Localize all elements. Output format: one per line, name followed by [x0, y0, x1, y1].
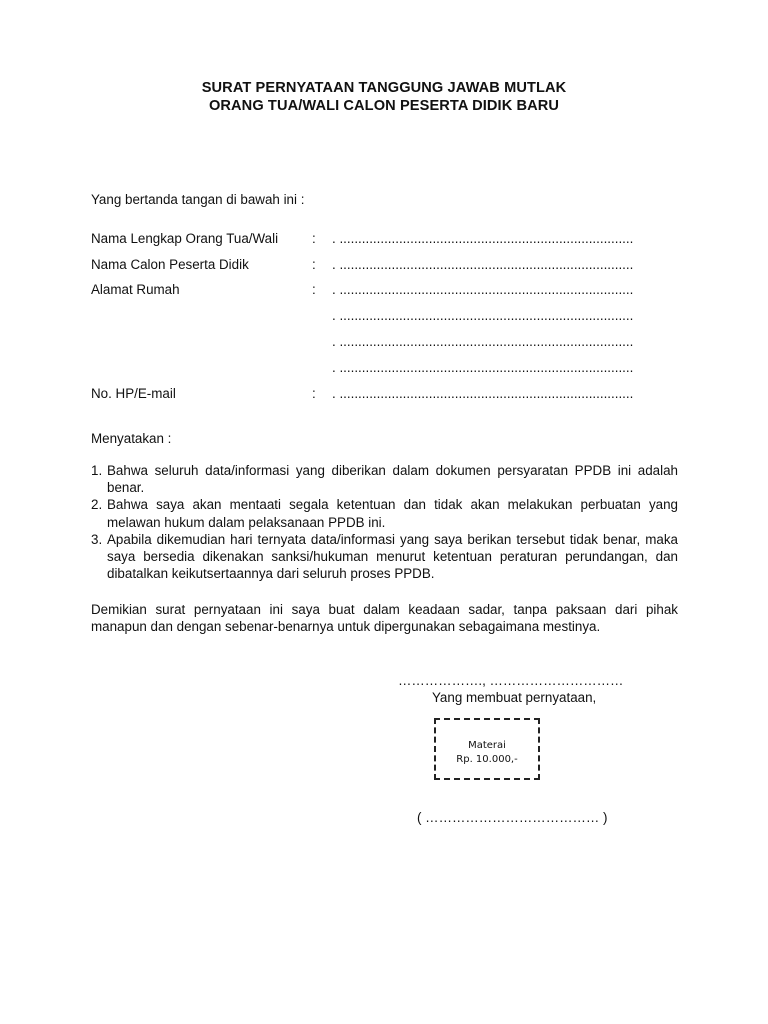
- address-field-line-4[interactable]: . ...............................................................................: [332, 360, 634, 375]
- field-label-contact: No. HP/E-mail: [91, 386, 176, 401]
- declare-heading: Menyatakan :: [91, 431, 172, 446]
- field-colon: :: [312, 257, 316, 272]
- statement-list: [91, 462, 678, 582]
- statement-number: 3.: [91, 531, 103, 547]
- signer-name-field[interactable]: ( ………………………………… ): [417, 810, 608, 825]
- address-field-line-3[interactable]: . ...............................................................................: [332, 334, 634, 349]
- title-line-1: SURAT PERNYATAAN TANGGUNG JAWAB MUTLAK: [201, 80, 567, 96]
- stamp-label-line-1: Materai: [468, 740, 506, 751]
- closing-paragraph: Demikian surat pernyataan ini saya buat dalam keadaan sadar, tanpa paksaan dari pihak manapun dan dengan sebenar-benarnya untuk dipergunakan sebagaimana mestinya.: [91, 602, 678, 635]
- field-colon: :: [312, 386, 316, 401]
- statement-number: 1.: [91, 463, 103, 478]
- statement-text: Bahwa saya akan mentaati segala ketentuan dan tidak akan melakukan perbuatan yang melawan hukum dalam pelaksanaan PPDB ini.: [107, 497, 678, 530]
- statement-number: 2.: [91, 497, 103, 513]
- statement-item: [91, 462, 678, 496]
- title-line-2: ORANG TUA/WALI CALON PESERTA DIDIK BARU: [208, 98, 560, 114]
- signer-caption: Yang membuat pernyataan,: [432, 690, 597, 705]
- address-field-line-2[interactable]: . ...............................................................................: [332, 308, 634, 323]
- field-colon: :: [312, 282, 316, 297]
- address-field-line-1[interactable]: . ...............................................................................: [332, 282, 634, 297]
- statement-text: Bahwa seluruh data/informasi yang diberikan dalam dokumen persyaratan PPDB ini adalah benar.: [107, 463, 678, 496]
- stamp-label: [436, 739, 538, 767]
- stamp-label-line-2: Rp. 10.000,-: [456, 754, 518, 765]
- field-label-address: Alamat Rumah: [91, 282, 180, 297]
- place-date-field[interactable]: ………………., …………………………: [398, 673, 624, 688]
- parent-name-field[interactable]: . ...............................................................................: [332, 231, 634, 246]
- field-label-student-name: Nama Calon Peserta Didik: [91, 257, 249, 272]
- field-colon: :: [312, 231, 316, 246]
- statement-item: [91, 496, 678, 530]
- contact-field[interactable]: . ...............................................................................: [332, 386, 634, 401]
- field-label-parent-name: Nama Lengkap Orang Tua/Wali: [91, 231, 279, 246]
- statement-text: Apabila dikemudian hari ternyata data/informasi yang saya berikan tersebut tidak benar, maka saya bersedia dikenakan sanksi/hukuman menurut ketentuan peraturan perundangan, dan dibatalkan keikutsertaannya dari seluruh proses PPDB.: [107, 531, 678, 582]
- stamp-box: [434, 718, 540, 780]
- student-name-field[interactable]: . ...............................................................................: [332, 257, 634, 272]
- document-title: [0, 79, 768, 115]
- statement-item: [91, 531, 678, 583]
- intro-text: Yang bertanda tangan di bawah ini :: [91, 192, 305, 207]
